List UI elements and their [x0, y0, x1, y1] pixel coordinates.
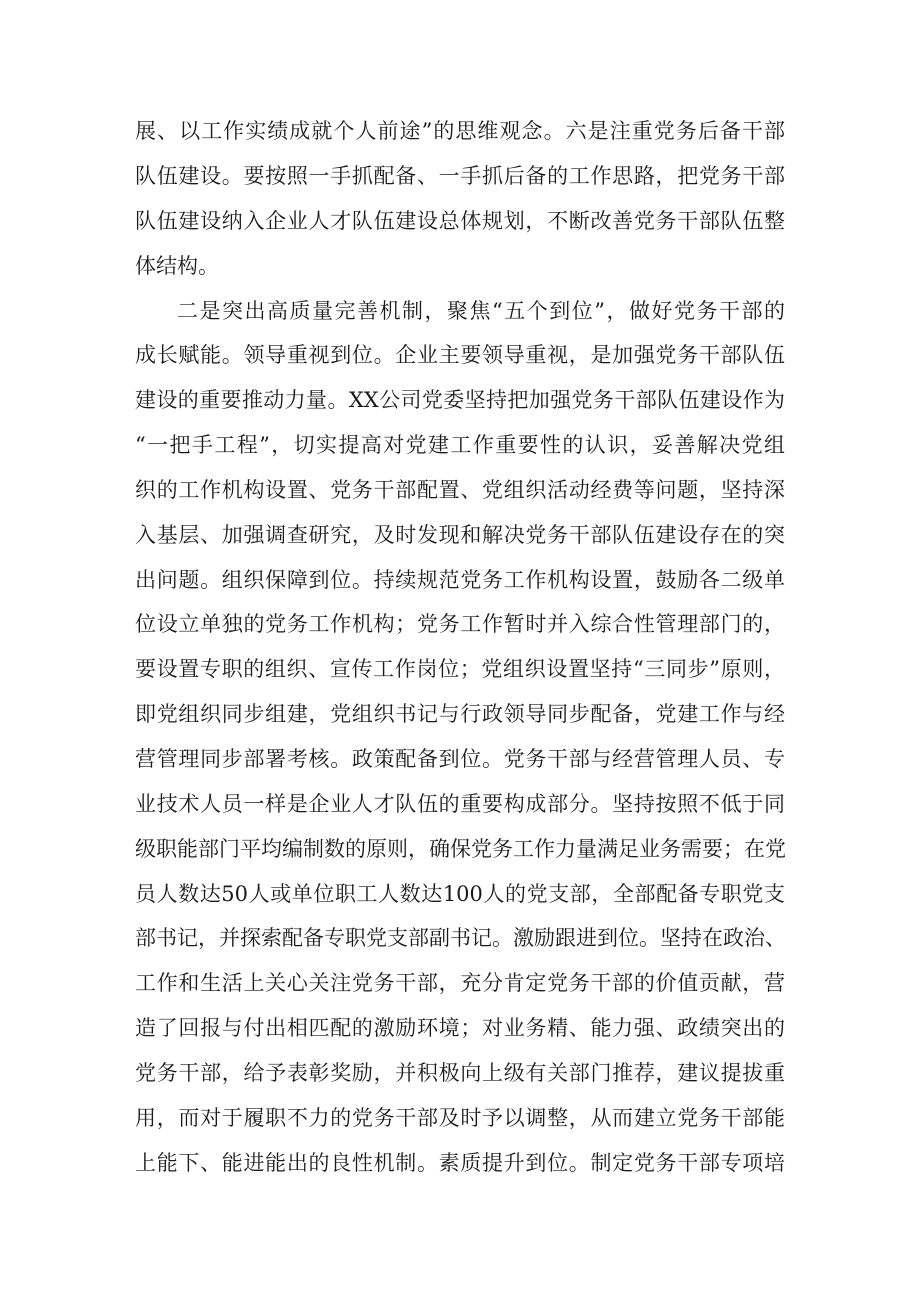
paragraph-first-line: 二是突出高质量完善机制，聚焦“五个到位”，做好党务干部的 [177, 299, 785, 323]
text-line: 要设置专职的组织、宣传工作岗位；党组织设置坚持“三同步”原则， [135, 657, 785, 681]
text-line: 队伍建设纳入企业人才队伍建设总体规划，不断改善党务干部队伍整 [135, 209, 785, 233]
text-line: 用，而对于履职不力的党务干部及时予以调整，从而建立党务干部能 [135, 1106, 785, 1130]
text-line: 营管理同步部署考核。政策配备到位。党务干部与经营管理人员、专 [135, 747, 785, 771]
text-line: 部书记，并探索配备专职党支部副书记。激励跟进到位。坚持在政治、 [135, 926, 786, 950]
text-line: 展、以工作实绩成就个人前途”的思维观念。六是注重党务后备干部 [135, 119, 785, 143]
text-line: 造了回报与付出相匹配的激励环境；对业务精、能力强、政绩突出的 [135, 1016, 785, 1040]
text-line: 出问题。组织保障到位。持续规范党务工作机构设置，鼓励各二级单 [135, 568, 785, 592]
text-line: 业技术人员一样是企业人才队伍的重要构成部分。坚持按照不低于同 [135, 792, 785, 816]
text-line: 成长赋能。领导重视到位。企业主要领导重视，是加强党务干部队伍 [135, 343, 785, 367]
text-line: 即党组织同步组建，党组织书记与行政领导同步配备，党建工作与经 [135, 702, 785, 726]
text-line: 织的工作机构设置、党务干部配置、党组织活动经费等问题，坚持深 [135, 478, 785, 502]
text-line: 级职能部门平均编制数的原则，确保党务工作力量满足业务需要；在党 [135, 837, 786, 861]
text-line: 工作和生活上关心关注党务干部，充分肯定党务干部的价值贡献，营 [135, 971, 785, 995]
text-line: 入基层、加强调查研究，及时发现和解决党务干部队伍建设存在的突 [135, 523, 785, 547]
text-line: 上能下、能进能出的良性机制。素质提升到位。制定党务干部专项培 [135, 1151, 785, 1175]
text-line: 员人数达50人或单位职工人数达100人的党支部，全部配备专职党支 [135, 882, 785, 906]
text-line: 队伍建设。要按照一手抓配备、一手抓后备的工作思路，把党务干部 [135, 164, 785, 188]
text-line: 党务干部，给予表彰奖励，并积极向上级有关部门推荐，建议提拔重 [135, 1061, 785, 1085]
text-line: 建设的重要推动力量。XX公司党委坚持把加强党务干部队伍建设作为 [135, 388, 785, 412]
text-line: 体结构。 [135, 254, 219, 278]
text-line: 位设立单独的党务工作机构；党务工作暂时并入综合性管理部门的， [135, 612, 785, 636]
text-line: “一把手工程”，切实提高对党建工作重要性的认识，妥善解决党组 [135, 433, 785, 457]
